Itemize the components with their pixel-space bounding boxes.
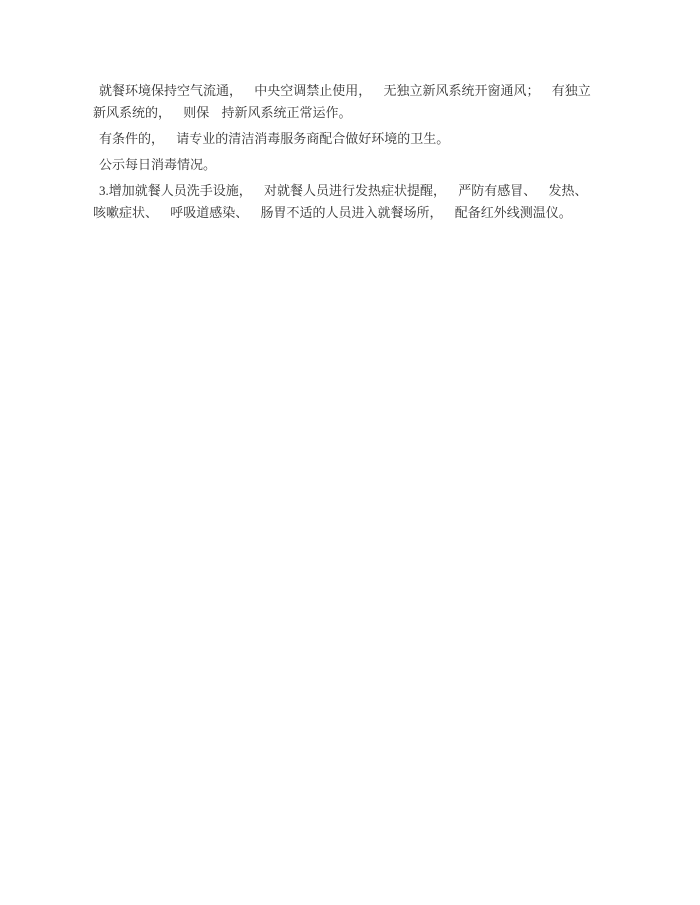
text-line: 咳嗽症状、 呼吸道感染、 肠胃不适的人员进入就餐场所， 配备红外线测温仪。: [93, 205, 572, 220]
text-line: 有条件的， 请专业的清洁消毒服务商配合做好环境的卫生。: [99, 131, 450, 146]
paragraph: [93, 180, 605, 224]
text-line: 公示每日消毒情况。: [99, 157, 217, 172]
paragraph: [93, 154, 605, 176]
text-line: 3.增加就餐人员洗手设施， 对就餐人员进行发热症状提醒， 严防有感冒、 发热、: [99, 183, 588, 198]
document-content: [93, 80, 605, 228]
text-line: 新风系统的， 则保 持新风系统正常运作。: [93, 105, 352, 120]
paragraph: [93, 128, 605, 150]
paragraph: [93, 80, 605, 124]
text-line: 就餐环境保持空气流通， 中央空调禁止使用， 无独立新风系统开窗通风； 有独立: [99, 83, 591, 98]
